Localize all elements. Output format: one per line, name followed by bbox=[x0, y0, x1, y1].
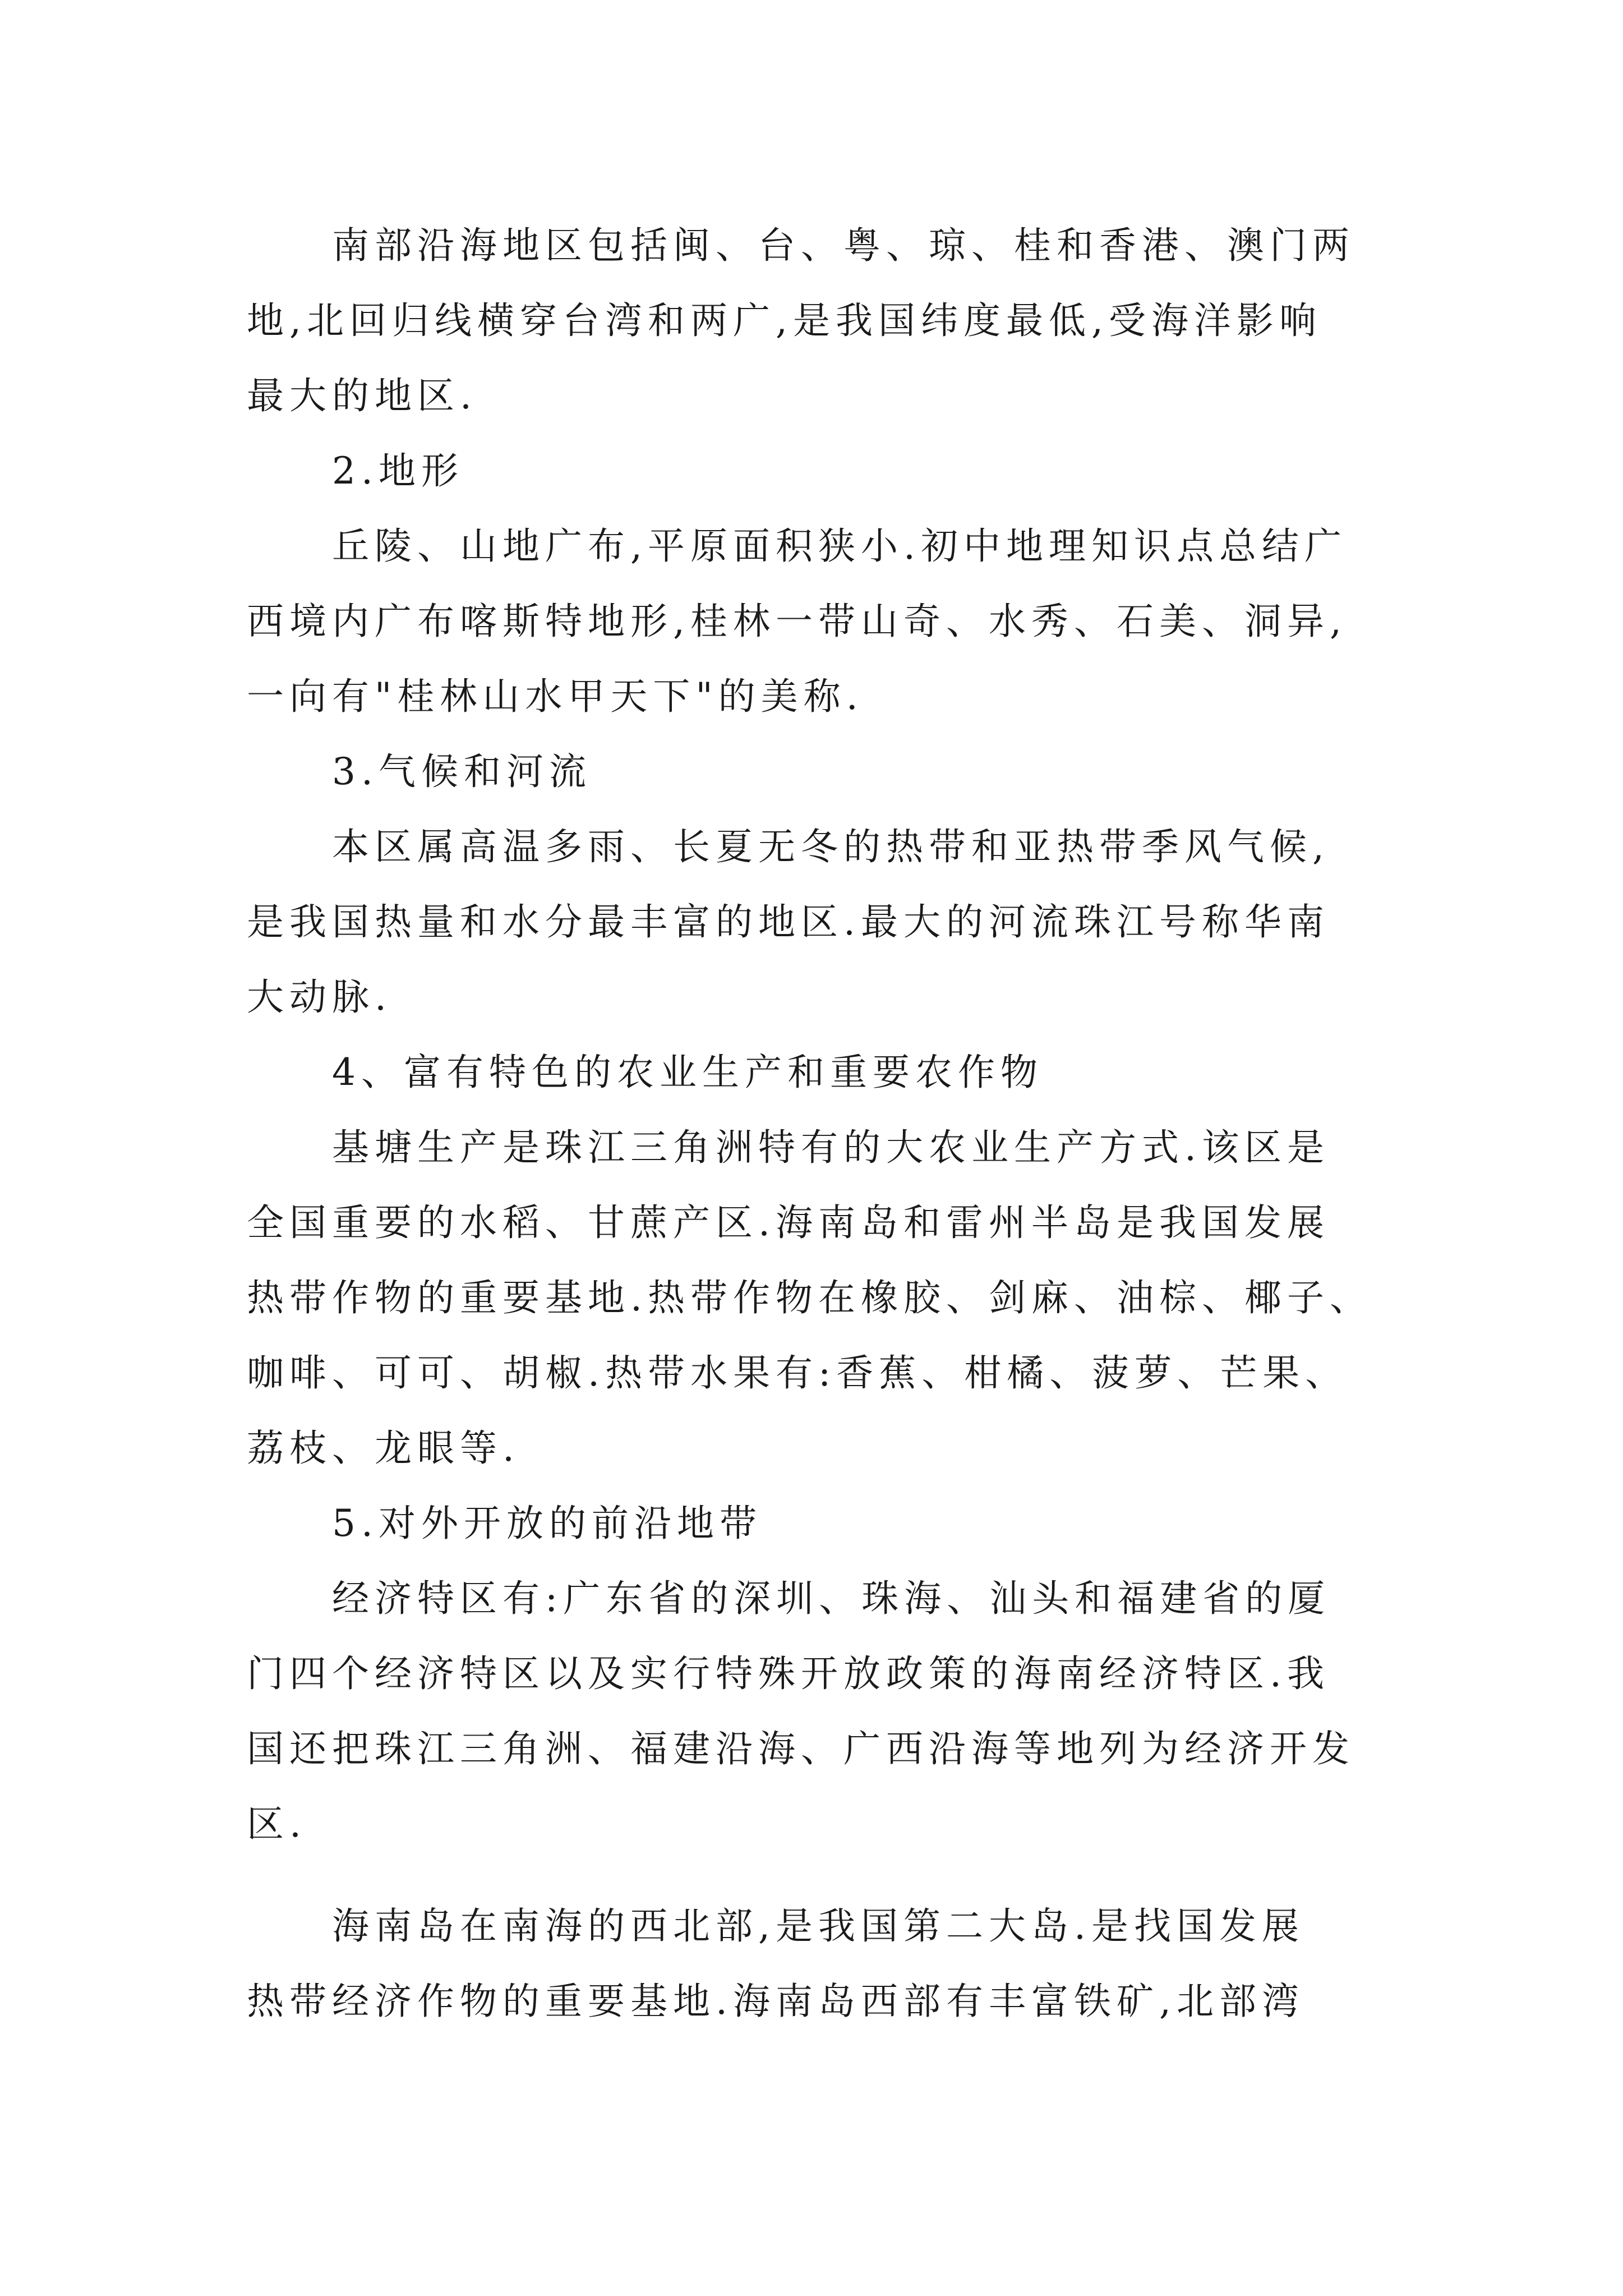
paragraph-line: 国还把珠江三角洲、福建沿海、广西沿海等地列为经济开发 bbox=[247, 1727, 1355, 1770]
paragraph-line: 基塘生产是珠江三角洲特有的大农业生产方式.该区是 bbox=[332, 1126, 1330, 1169]
section-heading: 4、富有特色的农业生产和重要农作物 bbox=[332, 1051, 1043, 1094]
paragraph-line: 门四个经济特区以及实行特殊开放政策的海南经济特区.我 bbox=[247, 1652, 1330, 1695]
paragraph-line: 区. bbox=[247, 1802, 307, 1846]
paragraph-line: 热带经济作物的重要基地.海南岛西部有丰富铁矿,北部湾 bbox=[247, 1980, 1304, 2023]
paragraph-line: 全国重要的水稻、甘蔗产区.海南岛和雷州半岛是我国发展 bbox=[247, 1201, 1330, 1244]
paragraph-line: 最大的地区. bbox=[247, 374, 477, 417]
paragraph-line: 经济特区有:广东省的深圳、珠海、汕头和福建省的厦 bbox=[332, 1577, 1331, 1620]
paragraph-line: 地,北回归线横穿台湾和两广,是我国纬度最低,受海洋影响 bbox=[247, 299, 1322, 342]
section-heading: 2.地形 bbox=[332, 449, 464, 493]
paragraph-line: 一向有"桂林山水甲天下"的美称. bbox=[247, 675, 864, 718]
paragraph-line: 咖啡、可可、胡椒.热带水果有:香蕉、柑橘、菠萝、芒果、 bbox=[247, 1351, 1348, 1395]
paragraph-line: 大动脉. bbox=[247, 976, 392, 1019]
paragraph-line: 热带作物的重要基地.热带作物在橡胶、剑麻、油棕、椰子、 bbox=[247, 1276, 1372, 1319]
paragraph-line: 海南岛在南海的西北部,是我国第二大岛.是找国发展 bbox=[332, 1904, 1304, 1948]
paragraph-line: 丘陵、山地广布,平原面积狭小.初中地理知识点总结广 bbox=[332, 524, 1347, 568]
paragraph-line: 南部沿海地区包括闽、台、粤、琼、桂和香港、澳门两 bbox=[332, 224, 1355, 267]
paragraph-line: 本区属高温多雨、长夏无冬的热带和亚热带季风气候, bbox=[332, 825, 1330, 868]
paragraph-line: 西境内广布喀斯特地形,桂林一带山奇、水秀、石美、洞异, bbox=[247, 600, 1347, 643]
section-heading: 5.对外开放的前沿地带 bbox=[332, 1502, 762, 1545]
paragraph-line: 是我国热量和水分最丰富的地区.最大的河流珠江号称华南 bbox=[247, 900, 1330, 944]
section-heading: 3.气候和河流 bbox=[332, 750, 592, 793]
paragraph-line: 荔枝、龙眼等. bbox=[247, 1427, 520, 1470]
